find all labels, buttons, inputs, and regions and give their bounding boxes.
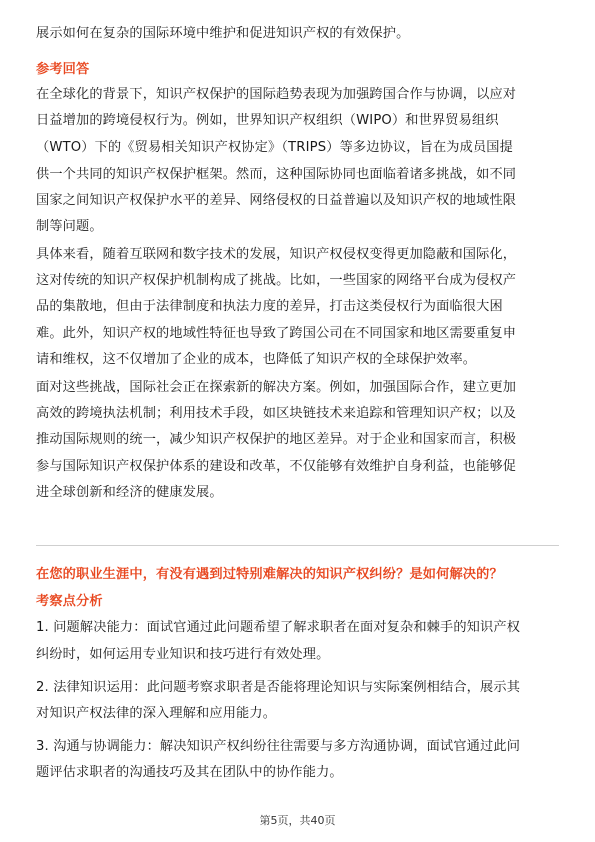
text-line: 题评估求职者的沟通技巧及其在团队中的协作能力。 [36, 765, 343, 780]
text-line: 面对这些挑战，国际社会正在探索新的解决方案。例如，加强国际合作，建立更加 [36, 380, 517, 395]
text-line: 高效的跨境执法机制；利用技术手段，如区块链技术来追踪和管理知识产权；以及 [36, 406, 517, 421]
text-line: 供一个共同的知识产权保护框架。然而，这种国际协同也面临着诸多挑战，如不同 [36, 167, 517, 182]
text-line: 展示如何在复杂的国际环境中维护和促进知识产权的有效保护。 [36, 26, 410, 41]
text-line: （WTO）下的《贸易相关知识产权协定》（TRIPS）等多边协议，旨在为成员国提 [36, 140, 513, 155]
text-line: 对知识产权法律的深入理解和应用能力。 [36, 706, 277, 721]
list-item: 2. 法律知识运用：此问题考察求职者是否能将理论知识与实际案例相结合，展示其 [36, 680, 521, 695]
text-line: 难。此外，知识产权的地域性特征也导致了跨国公司在不同国家和地区需要重复申 [36, 326, 517, 341]
list-item: 3. 沟通与协调能力：解决知识产权纠纷往往需要与多方沟通协调，面试官通过此问 [36, 739, 521, 754]
text-line: 品的集散地，但由于法律制度和执法力度的差异，打击这类侵权行为面临很大困 [36, 299, 503, 314]
section-heading-reference-answer: 参考回答 [36, 62, 90, 77]
text-line: 这对传统的知识产权保护机制构成了挑战。比如，一些国家的网络平台成为侵权产 [36, 273, 517, 288]
section-divider [36, 545, 559, 546]
text-line: 制等问题。 [36, 219, 103, 234]
list-item: 1. 问题解决能力：面试官通过此问题希望了解求职者在面对复杂和棘手的知识产权 [36, 620, 521, 635]
text-line: 纠纷时，如何运用专业知识和技巧进行有效处理。 [36, 647, 330, 662]
text-line: 参与国际知识产权保护体系的建设和改革，不仅能够有效维护自身利益，也能够促 [36, 459, 517, 474]
text-line: 在全球化的背景下，知识产权保护的国际趋势表现为加强跨国合作与协调，以应对 [36, 87, 517, 102]
text-line: 推动国际规则的统一，减少知识产权保护的地区差异。对于企业和国家而言，积极 [36, 432, 517, 447]
text-line: 具体来看，随着互联网和数字技术的发展，知识产权侵权变得更加隐蔽和国际化， [36, 247, 517, 262]
text-line: 请和维权，这不仅增加了企业的成本，也降低了知识产权的全球保护效率。 [36, 352, 477, 367]
page-number: 第5页，共40页 [259, 814, 336, 827]
interview-question: 在您的职业生涯中，有没有遇到过特别难解决的知识产权纠纷？是如何解决的？ [36, 567, 503, 582]
text-line: 国家之间知识产权保护水平的差异、网络侵权的日益普遍以及知识产权的地域性限 [36, 193, 517, 208]
text-line: 日益增加的跨境侵权行为。例如，世界知识产权组织（WIPO）和世界贸易组织 [36, 113, 499, 128]
text-line: 进全球创新和经济的健康发展。 [36, 485, 223, 500]
section-heading-analysis: 考察点分析 [36, 594, 103, 609]
